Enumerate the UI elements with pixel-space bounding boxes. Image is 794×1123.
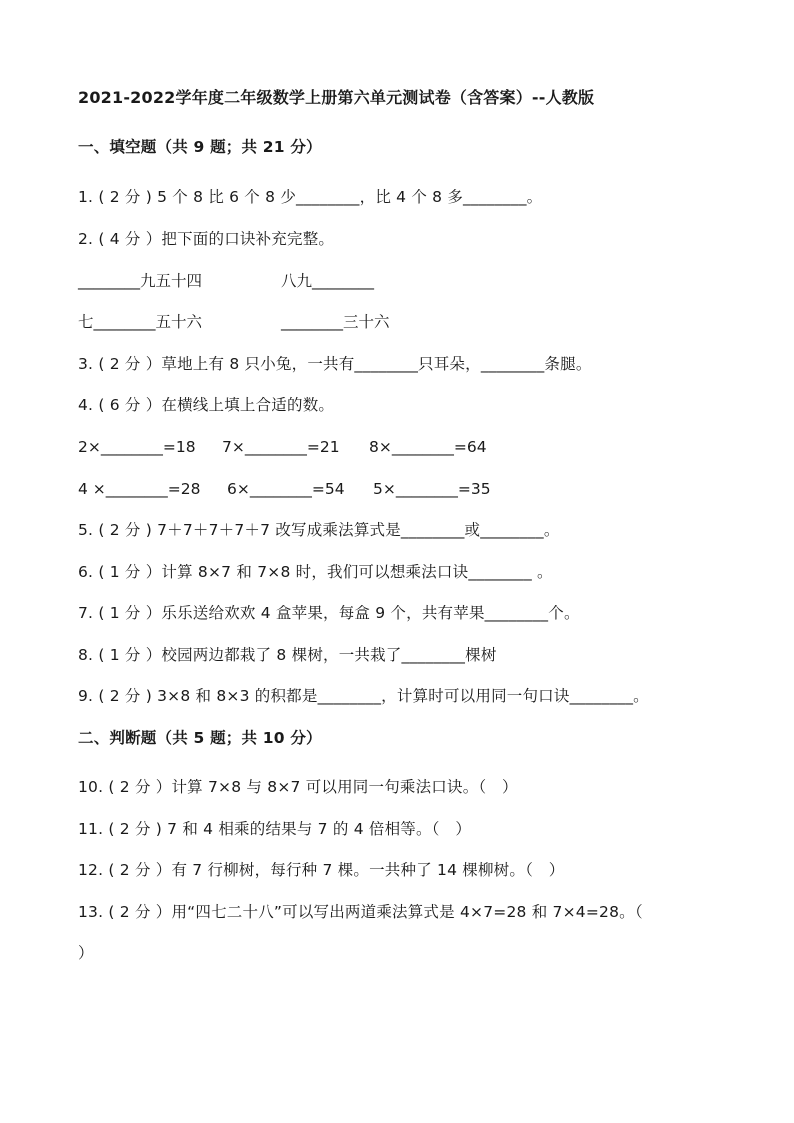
question-11: 11. ( 2 分 ) 7 和 4 相乘的结果与 7 的 4 倍相等。（ ） [78,820,472,838]
question-2-blank-c: 七________五十六 [78,313,203,331]
section-judge-heading: 二、判断题（共 5 题；共 10 分） [78,729,322,747]
question-9: 9. ( 2 分 ) 3×8 和 8×3 的积都是________，计算时可以用同一句口诀________。 [78,687,649,705]
question-2: 2. ( 4 分 ）把下面的口诀补充完整。 [78,230,335,248]
question-4: 4. ( 6 分 ）在横线上填上合适的数。 [78,396,335,414]
question-3: 3. ( 2 分 ）草地上有 8 只小兔，一共有________只耳朵，________条腿。 [78,355,592,373]
question-13-tail: ） [78,944,94,962]
question-13: 13. ( 2 分 ）用“四七二十八”可以写出两道乘法算式是 4×7=28 和 7×4=28。（ [78,903,643,921]
question-2-blank-d: ________三十六 [281,313,390,331]
question-5: 5. ( 2 分 ) 7＋7＋7＋7＋7 改写成乘法算式是________或________。 [78,521,560,539]
question-1: 1. ( 2 分 ) 5 个 8 比 6 个 8 少________，比 4 个 8 多________。 [78,188,543,206]
question-4-eq-a: 2×________=18 [78,438,196,456]
question-7: 7. ( 1 分 ）乐乐送给欢欢 4 盒苹果，每盒 9 个，共有苹果________个。 [78,604,580,622]
question-4-eq-c: 8×________=64 [369,438,487,456]
section-fill-blank-heading: 一、填空题（共 9 题；共 21 分） [78,138,322,156]
question-6: 6. ( 1 分 ）计算 8×7 和 7×8 时，我们可以想乘法口诀________ 。 [78,563,553,581]
question-12: 12. ( 2 分 ）有 7 行柳树，每行种 7 棵。一共种了 14 棵柳树。（ ） [78,861,565,879]
question-4-eq-d: 4 ×________=28 [78,480,201,498]
question-4-eq-b: 7×________=21 [222,438,340,456]
question-2-blank-a: ________九五十四 [78,272,203,290]
question-10: 10. ( 2 分 ）计算 7×8 与 8×7 可以用同一句乘法口诀。（ ） [78,778,518,796]
question-8: 8. ( 1 分 ）校园两边都栽了 8 棵树，一共栽了________棵树 [78,646,497,664]
question-4-eq-f: 5×________=35 [373,480,491,498]
page-title: 2021-2022学年度二年级数学上册第六单元测试卷（含答案）--人教版 [78,88,595,107]
question-2-blank-b: 八九________ [281,272,375,290]
question-4-eq-e: 6×________=54 [227,480,345,498]
